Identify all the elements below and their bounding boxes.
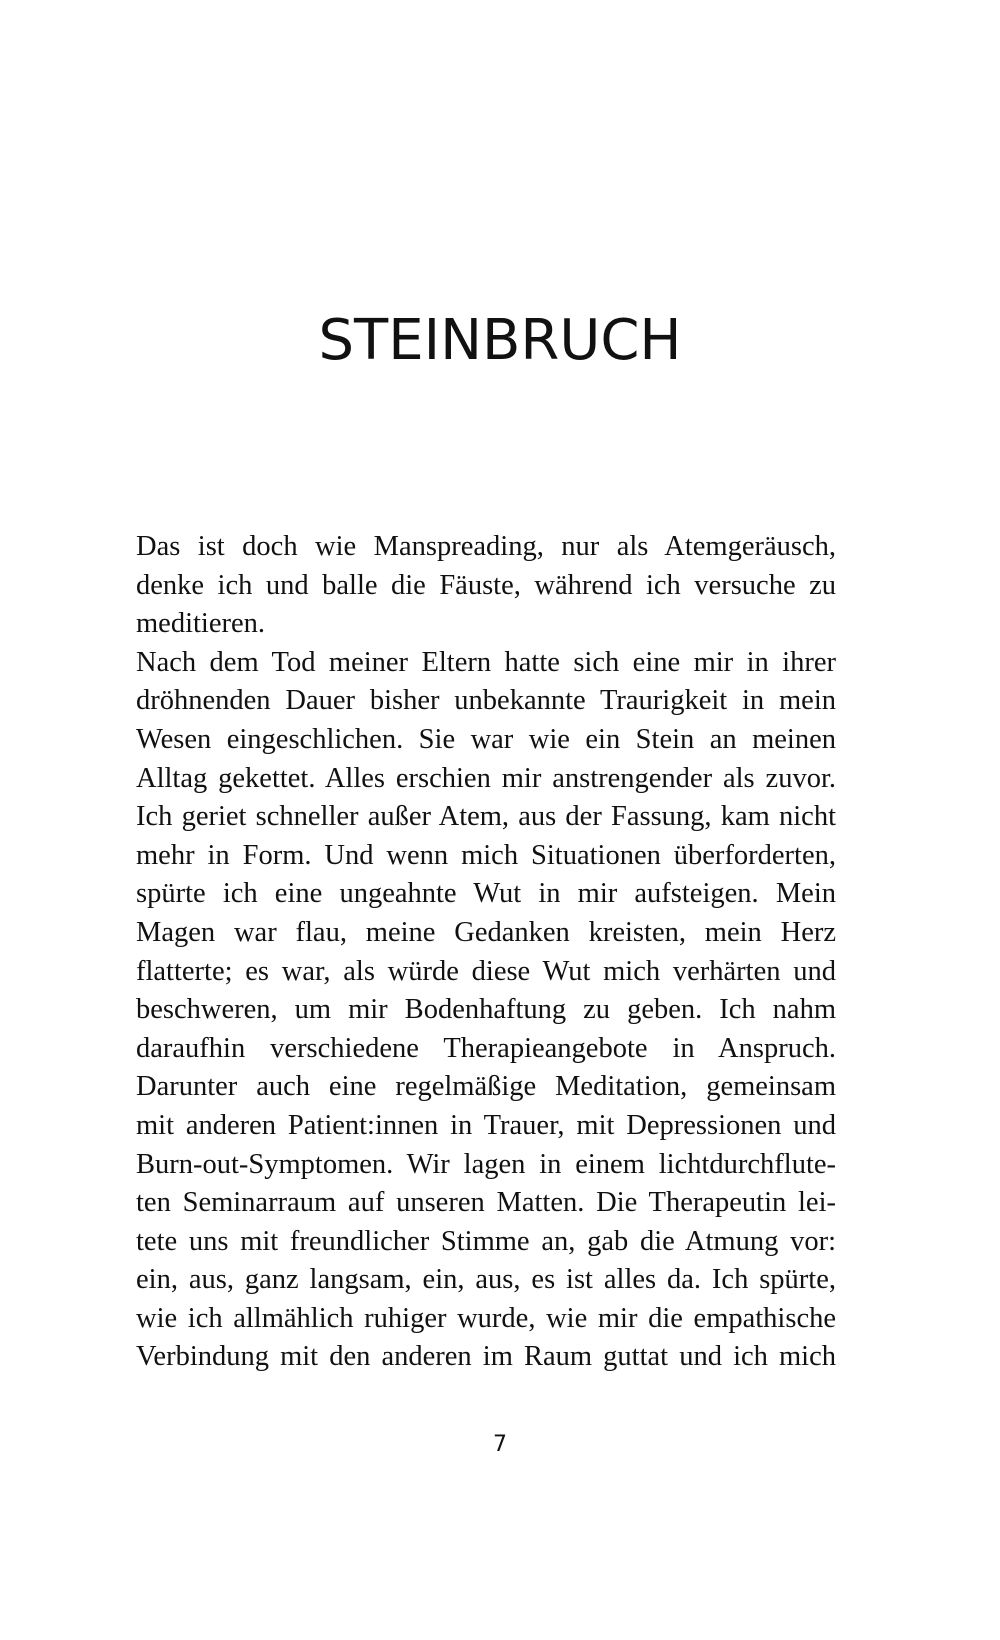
text-line: Magen war flau, meine Gedanken kreisten, mein Herz xyxy=(136,916,836,948)
chapter-title: STEINBRUCH xyxy=(318,308,682,373)
text-line: ten Seminarraum auf unseren Matten. Die Therapeutin lei- xyxy=(136,1187,836,1219)
text-line: dröhnenden Dauer bisher unbekannte Traurigkeit in mein xyxy=(136,685,836,717)
text-line: Darunter auch eine regelmäßige Meditation, gemeinsam xyxy=(136,1071,836,1103)
text-line: wie ich allmählich ruhiger wurde, wie mir die empathische xyxy=(136,1302,836,1334)
text-line: meditieren. xyxy=(136,608,265,640)
text-line: mehr in Form. Und wenn mich Situationen überforderten, xyxy=(136,839,836,871)
page-number: 7 xyxy=(493,1432,507,1457)
text-line: Das ist doch wie Manspreading, nur als Atemgeräusch, xyxy=(136,531,836,562)
text-line: ein, aus, ganz langsam, ein, aus, es ist alles da. Ich spürte, xyxy=(136,1264,836,1296)
text-line: Nach dem Tod meiner Eltern hatte sich eine mir in ihrer xyxy=(136,646,836,678)
text-line: Alltag gekettet. Alles erschien mir anstrengender als zuvor. xyxy=(136,762,836,794)
text-line: flatterte; es war, als würde diese Wut mich verhärten und xyxy=(136,955,836,987)
text-line: denke ich und balle die Fäuste, während ich versuche zu xyxy=(136,569,836,601)
text-line: spürte ich eine ungeahnte Wut in mir aufsteigen. Mein xyxy=(136,878,836,910)
text-line: mit anderen Patient:innen in Trauer, mit Depressionen und xyxy=(136,1109,836,1141)
body-text xyxy=(136,528,836,1377)
text-line: beschweren, um mir Bodenhaftung zu geben. Ich nahm xyxy=(136,994,836,1026)
text-line: daraufhin verschiedene Therapieangebote in Anspruch. xyxy=(136,1032,836,1064)
text-line: tete uns mit freundlicher Stimme an, gab die Atmung vor: xyxy=(136,1225,836,1257)
text-line: Burn-out-Symptomen. Wir lagen in einem lichtdurchflute- xyxy=(136,1148,836,1180)
text-line: Ich geriet schneller außer Atem, aus der Fassung, kam nicht xyxy=(136,801,836,833)
text-line: Wesen eingeschlichen. Sie war wie ein Stein an meinen xyxy=(136,723,836,755)
text-line: Verbindung mit den anderen im Raum guttat und ich mich xyxy=(136,1341,836,1373)
